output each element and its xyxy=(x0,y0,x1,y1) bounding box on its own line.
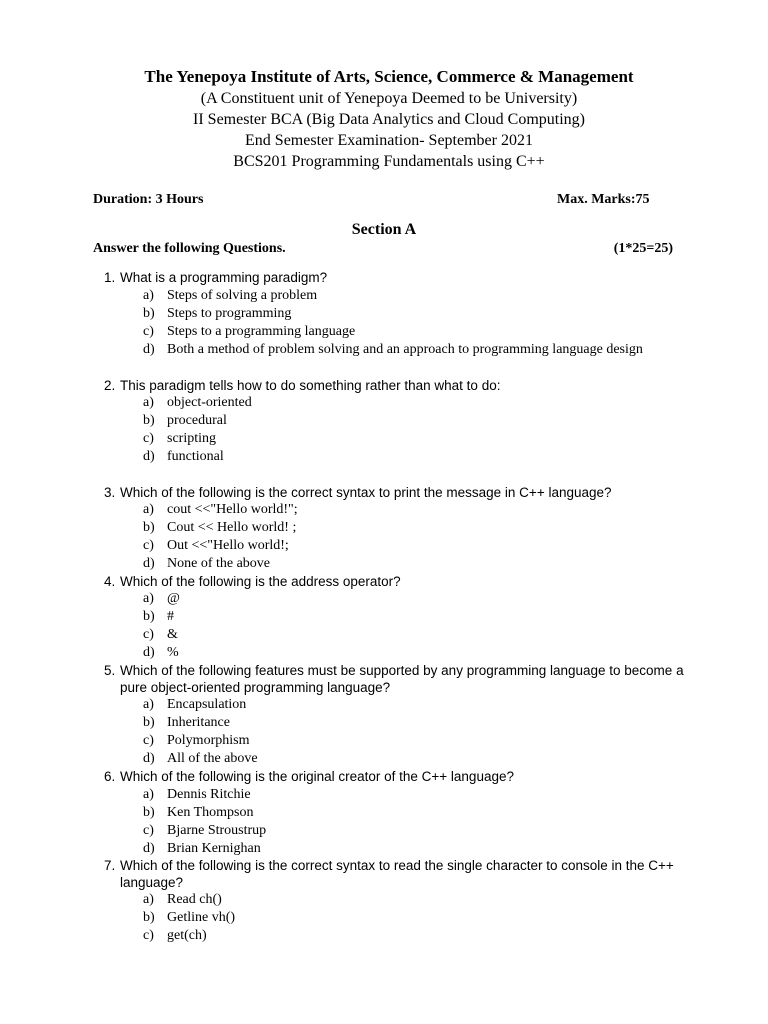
option xyxy=(143,430,683,448)
option-label: a) xyxy=(143,697,154,712)
option xyxy=(143,590,683,608)
option-text: Bjarne Stroustrup xyxy=(167,823,267,838)
option-text: Cout << Hello world! ; xyxy=(167,520,297,535)
institution-subtitle: (A Constituent unit of Yenepoya Deemed to be University) xyxy=(200,90,578,107)
option xyxy=(143,696,683,714)
option xyxy=(143,626,683,644)
option-label: c) xyxy=(143,928,154,943)
option-label: b) xyxy=(143,520,155,535)
section-instruction-row xyxy=(93,241,673,257)
option-label: b) xyxy=(143,715,155,730)
option-label: c) xyxy=(143,431,154,446)
question-text xyxy=(104,573,684,590)
option-text: Read ch() xyxy=(167,892,222,907)
option-label: c) xyxy=(143,733,154,748)
option xyxy=(143,555,683,573)
semester-line: II Semester BCA (Big Data Analytics and Cloud Computing) xyxy=(193,111,585,128)
option-text: Out <<"Hello world!; xyxy=(167,538,289,553)
institution-name: The Yenepoya Institute of Arts, Science, Commerce & Management xyxy=(144,67,634,86)
question-body: Which of the following is the address operator? xyxy=(120,574,401,589)
exam-header xyxy=(0,66,768,172)
option xyxy=(143,394,683,412)
option xyxy=(143,732,683,750)
option xyxy=(143,501,683,519)
option-text: object-oriented xyxy=(167,395,252,410)
option-label: d) xyxy=(143,751,155,766)
option xyxy=(143,750,683,768)
option-text: & xyxy=(167,627,178,642)
option-label: a) xyxy=(143,787,154,802)
option xyxy=(143,608,683,626)
option xyxy=(143,287,683,305)
question-text xyxy=(104,662,684,696)
option xyxy=(143,448,683,466)
section-title: Section A xyxy=(351,221,417,238)
option-text: Brian Kernighan xyxy=(167,841,261,856)
option-label: a) xyxy=(143,502,154,517)
option-label: c) xyxy=(143,627,154,642)
exam-line: End Semester Examination- September 2021 xyxy=(245,132,533,149)
question-number: 7. xyxy=(104,858,116,873)
option xyxy=(143,519,683,537)
option xyxy=(143,804,683,822)
question-body: Which of the following is the correct syntax to print the message in C++ language? xyxy=(120,485,612,500)
option-label: b) xyxy=(143,413,155,428)
question-text xyxy=(104,857,684,891)
option xyxy=(143,537,683,555)
option-text: Steps of solving a problem xyxy=(167,288,318,303)
question-number: 3. xyxy=(104,485,116,500)
option-label: a) xyxy=(143,395,154,410)
option-text: None of the above xyxy=(167,556,271,571)
option-label: a) xyxy=(143,892,154,907)
option xyxy=(143,341,683,359)
question-body: This paradigm tells how to do something rather than what to do: xyxy=(120,378,501,393)
option-text: Steps to programming xyxy=(167,306,292,321)
question-body: What is a programming paradigm? xyxy=(120,270,328,285)
course-line: BCS201 Programming Fundamentals using C++ xyxy=(233,153,545,170)
max-marks: Max. Marks:75 xyxy=(557,192,650,207)
option xyxy=(143,305,683,323)
section-instruction: Answer the following Questions. xyxy=(93,241,286,256)
option-label: c) xyxy=(143,324,154,339)
option-label: b) xyxy=(143,609,155,624)
option-text: All of the above xyxy=(167,751,258,766)
option-label: a) xyxy=(143,288,154,303)
option-label: d) xyxy=(143,645,155,660)
duration: Duration: 3 Hours xyxy=(93,192,204,207)
question-text xyxy=(104,484,684,501)
question-body: Which of the following features must be supported by any programming language to become a pure object-oriented programming language? xyxy=(120,663,684,695)
option-text: Dennis Ritchie xyxy=(167,787,251,802)
option-text: Ken Thompson xyxy=(167,805,254,820)
question-number: 4. xyxy=(104,574,116,589)
option-label: b) xyxy=(143,805,155,820)
option-text: scripting xyxy=(167,431,216,446)
option-text: @ xyxy=(167,591,180,606)
option-label: c) xyxy=(143,538,154,553)
option-text: cout <<"Hello world!"; xyxy=(167,502,298,517)
option xyxy=(143,323,683,341)
option-text: functional xyxy=(167,449,224,464)
option-text: get(ch) xyxy=(167,928,207,943)
option-label: d) xyxy=(143,556,155,571)
question-number: 2. xyxy=(104,378,116,393)
option-label: d) xyxy=(143,342,155,357)
option-label: c) xyxy=(143,823,154,838)
question-number: 6. xyxy=(104,769,116,784)
option-label: d) xyxy=(143,841,155,856)
option-label: b) xyxy=(143,306,155,321)
option-label: d) xyxy=(143,449,155,464)
option xyxy=(143,891,683,909)
option-text: Both a method of problem solving and an approach to programming language design xyxy=(167,342,643,357)
option-text: % xyxy=(167,645,179,660)
option-text: Steps to a programming language xyxy=(167,324,356,339)
section-marks: (1*25=25) xyxy=(613,241,673,256)
question-body: Which of the following is the correct syntax to read the single character to console in the C++ language? xyxy=(120,858,674,890)
question-text xyxy=(104,269,684,286)
option-text: Getline vh() xyxy=(167,910,236,925)
option-text: procedural xyxy=(167,413,227,428)
question-number: 5. xyxy=(104,663,116,678)
question-body: Which of the following is the original creator of the C++ language? xyxy=(120,769,514,784)
question-number: 1. xyxy=(104,270,116,285)
option-label: a) xyxy=(143,591,154,606)
option xyxy=(143,840,683,858)
option xyxy=(143,909,683,927)
option xyxy=(143,714,683,732)
option xyxy=(143,822,683,840)
question-text xyxy=(104,377,684,394)
option-text: Polymorphism xyxy=(167,733,250,748)
question-text xyxy=(104,768,684,785)
option-text: # xyxy=(167,609,174,624)
option-text: Inheritance xyxy=(167,715,230,730)
option xyxy=(143,644,683,662)
option xyxy=(143,927,683,945)
option-text: Encapsulation xyxy=(167,697,247,712)
option xyxy=(143,412,683,430)
option-label: b) xyxy=(143,910,155,925)
option xyxy=(143,786,683,804)
